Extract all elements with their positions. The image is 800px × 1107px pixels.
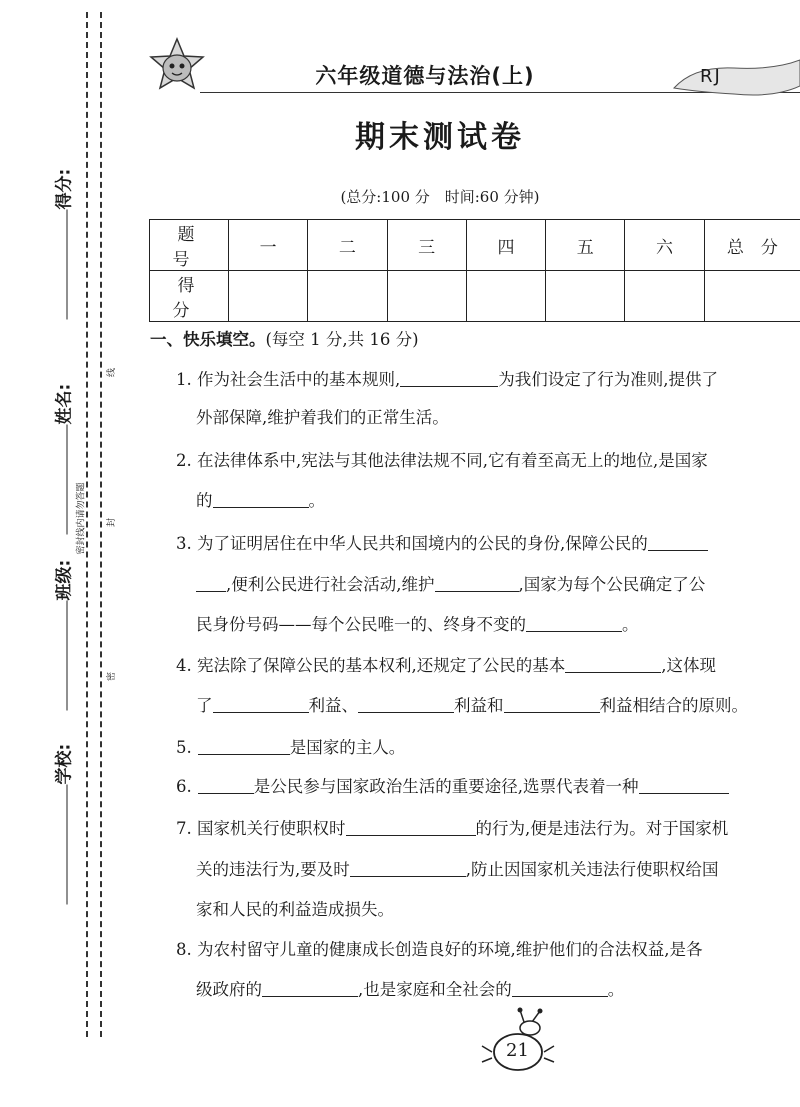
text: 为我们设定了行为准则,提供了 — [498, 370, 718, 389]
question-1-line-2 — [196, 404, 449, 428]
answer-blank[interactable] — [565, 656, 661, 673]
text: 利益相结合的原则。 — [599, 696, 748, 715]
question-4-line-1 — [176, 652, 716, 676]
subject-title: 六年级道德与法治(上) — [315, 64, 535, 88]
school-label: 学校: — [54, 743, 75, 785]
question-6-line — [176, 773, 729, 797]
page-number: 21 — [506, 1040, 529, 1061]
text: 6. — [176, 777, 192, 796]
header-cell: 一 — [228, 220, 307, 271]
question-2-line-2 — [196, 487, 325, 511]
score-cell[interactable] — [625, 271, 704, 322]
exam-title: 期末测试卷 — [355, 120, 525, 155]
binding-dashed-line-inner — [100, 12, 102, 1037]
text: 家和人民的利益造成损失。 — [196, 900, 394, 919]
score-cell[interactable] — [466, 271, 545, 322]
header-cell: 二 — [308, 220, 387, 271]
row-label-cell: 得 分 — [150, 271, 229, 322]
score-cell[interactable] — [704, 271, 800, 322]
answer-blank[interactable] — [346, 819, 476, 836]
answer-blank[interactable] — [504, 696, 600, 713]
score-table-score-row — [150, 271, 800, 322]
answer-blank[interactable] — [196, 575, 226, 592]
text: 4. 宪法除了保障公民的基本权利,还规定了公民的基本 — [176, 656, 566, 675]
answer-blank[interactable] — [198, 738, 290, 755]
name-field[interactable] — [50, 383, 75, 539]
question-3-line-1 — [176, 530, 708, 554]
class-label: 班级: — [54, 559, 75, 601]
seal-note: 密封线内请勿答题 — [76, 482, 87, 555]
text: 了 — [196, 696, 213, 715]
text: ,也是家庭和全社会的 — [358, 980, 512, 999]
exam-meta: (总分:100 分 时间:60 分钟) — [340, 188, 540, 206]
edition-label: RJ — [700, 66, 722, 87]
text: ,便利公民进行社会活动,维护 — [226, 575, 435, 594]
class-blank — [67, 601, 68, 711]
score-blank — [67, 210, 68, 320]
score-label: 得分: — [54, 168, 75, 210]
section-note: (每空 1 分,共 16 分) — [265, 330, 419, 349]
section-heading — [150, 326, 419, 350]
header-cell: 题 号 — [150, 220, 229, 271]
text: 。 — [308, 491, 325, 510]
score-table-header-row — [150, 220, 800, 271]
text: 。 — [607, 980, 625, 999]
text: ,防止因国家机关违法行使职权给国 — [465, 860, 719, 879]
class-field[interactable] — [50, 559, 75, 715]
text: ,国家为每个公民确定了公 — [518, 575, 706, 594]
text: 级政府的 — [196, 980, 262, 999]
header-cell: 五 — [546, 220, 625, 271]
question-7-line-2 — [196, 856, 719, 880]
question-5-line — [176, 734, 405, 758]
question-1-line-1 — [176, 366, 718, 390]
text: 8. 为农村留守儿童的健康成长创造良好的环境,维护他们的合法权益,是各 — [176, 940, 703, 959]
answer-blank[interactable] — [512, 980, 608, 997]
header-cell: 三 — [387, 220, 466, 271]
text: 利益和 — [454, 696, 504, 715]
text: 是国家的主人。 — [289, 738, 406, 757]
score-cell[interactable] — [546, 271, 625, 322]
seal-mark-mi: 密 — [107, 671, 118, 682]
answer-blank[interactable] — [648, 534, 708, 551]
text: 民身份号码——每个公民唯一的、终身不变的 — [196, 615, 526, 634]
text: 的 — [196, 491, 213, 510]
text: 利益、 — [308, 696, 358, 715]
text: 3. 为了证明居住在中华人民共和国境内的公民的身份,保障公民的 — [176, 534, 648, 553]
text: ,这体现 — [661, 656, 716, 675]
question-7-line-3 — [196, 896, 394, 920]
answer-blank[interactable] — [213, 696, 309, 713]
answer-blank[interactable] — [400, 370, 498, 387]
question-3-line-3 — [196, 611, 639, 635]
text: 。 — [622, 615, 639, 634]
question-3-line-2 — [196, 571, 705, 595]
question-4-line-2 — [196, 692, 748, 716]
score-cell[interactable] — [308, 271, 387, 322]
answer-blank[interactable] — [526, 615, 622, 632]
score-cell[interactable] — [387, 271, 466, 322]
question-7-line-1 — [176, 815, 728, 839]
header-cell: 四 — [466, 220, 545, 271]
name-label: 姓名: — [54, 383, 75, 425]
text: 1. 作为社会生活中的基本规则, — [176, 370, 401, 389]
header-cell: 六 — [625, 220, 704, 271]
school-blank — [67, 785, 68, 905]
answer-blank[interactable] — [262, 980, 358, 997]
score-table — [149, 219, 800, 322]
question-2-line-1 — [176, 447, 708, 471]
text: 7. 国家机关行使职权时 — [176, 819, 346, 838]
seal-mark-xian: 线 — [107, 367, 118, 378]
text: 外部保障,维护着我们的正常生活。 — [196, 408, 449, 427]
text: 的行为,便是违法行为。对于国家机 — [475, 819, 729, 838]
school-field[interactable] — [50, 739, 75, 909]
answer-blank[interactable] — [639, 777, 729, 794]
text: 2. 在法律体系中,宪法与其他法律法规不同,它有着至高无上的地位,是国家 — [176, 451, 708, 470]
question-8-line-2 — [196, 976, 624, 1000]
answer-blank[interactable] — [435, 575, 519, 592]
text: 5. — [176, 738, 192, 757]
question-8-line-1 — [176, 936, 702, 960]
name-blank — [67, 425, 68, 535]
answer-blank[interactable] — [198, 777, 254, 794]
text: 是公民参与国家政治生活的重要途径,选票代表着一种 — [253, 777, 639, 796]
header-cell: 总 分 — [704, 220, 800, 271]
answer-blank[interactable] — [213, 491, 309, 508]
seal-mark-feng: 封 — [107, 517, 118, 528]
section-title: 一、快乐填空。 — [150, 330, 266, 349]
text: 关的违法行为,要及时 — [196, 860, 350, 879]
answer-blank[interactable] — [358, 696, 454, 713]
answer-blank[interactable] — [350, 860, 466, 877]
